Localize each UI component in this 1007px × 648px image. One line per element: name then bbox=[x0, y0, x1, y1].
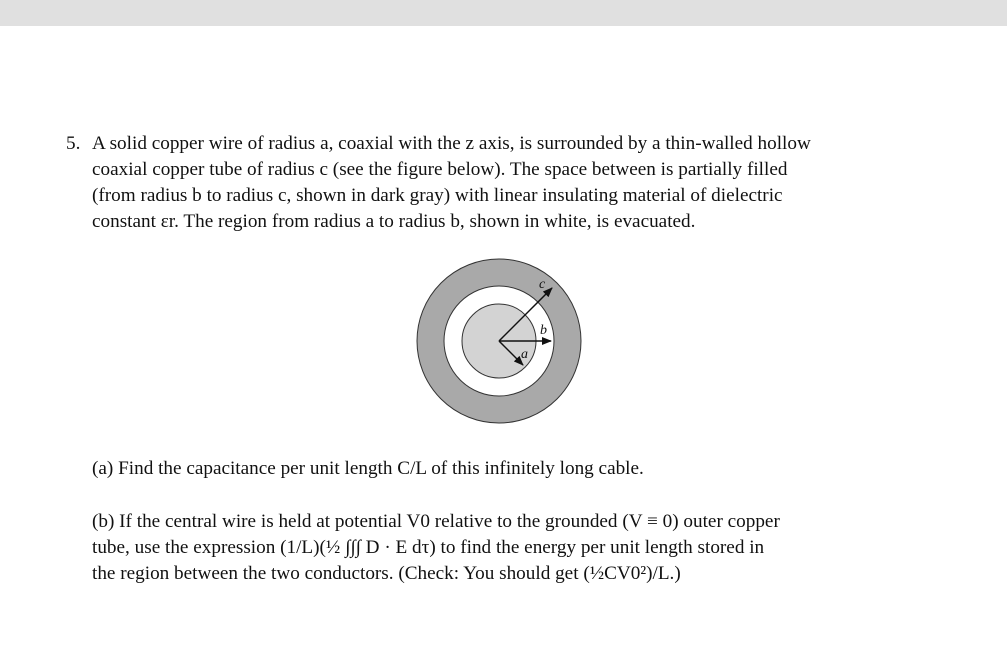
part-b-line: tube, use the expression (1/L)(½ ∫∫∫ D · E dτ) to find the energy per unit length stored in bbox=[92, 537, 765, 558]
problem-number: 5. bbox=[66, 133, 81, 154]
problem-line: A solid copper wire of radius a, coaxial with the z axis, is surrounded by a thin-walled hollow bbox=[92, 133, 811, 154]
problem-line: coaxial copper tube of radius c (see the figure below). The space between is partially filled bbox=[92, 159, 788, 180]
part-b-line: the region between the two conductors. (Check: You should get (½CV0²)/L.) bbox=[92, 563, 681, 584]
label-c: c bbox=[539, 277, 546, 292]
label-a: a bbox=[521, 347, 528, 362]
problem-text bbox=[92, 131, 926, 235]
part-b bbox=[92, 509, 922, 587]
problem-line: constant εr. The region from radius a to radius b, shown in white, is evacuated. bbox=[92, 211, 696, 232]
label-b: b bbox=[540, 323, 547, 338]
coaxial-cable-figure bbox=[413, 255, 585, 427]
top-bar bbox=[0, 0, 1007, 26]
part-b-line: (b) If the central wire is held at potential V0 relative to the grounded (V ≡ 0) outer copper bbox=[92, 511, 780, 532]
part-a-line: (a) Find the capacitance per unit length C/L of this infinitely long cable. bbox=[92, 458, 644, 479]
problem-line: (from radius b to radius c, shown in dark gray) with linear insulating material of dielectric bbox=[92, 185, 783, 206]
part-a bbox=[92, 456, 922, 482]
